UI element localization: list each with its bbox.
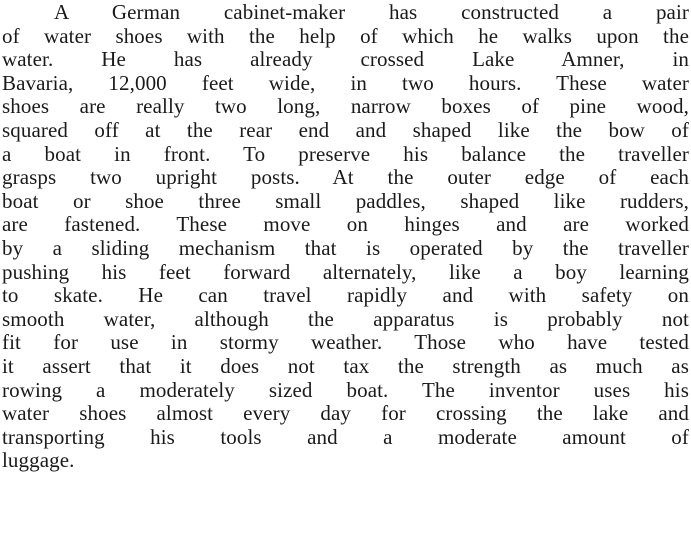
- article-line: squared off at the rear end and shaped like the bow of: [2, 117, 689, 142]
- article-line: of water shoes with the help of which he walks upon the: [2, 23, 689, 48]
- article-line: a boat in front. To preserve his balance the traveller: [2, 141, 689, 166]
- article-line: fit for use in stormy weather. Those who have tested: [2, 330, 689, 355]
- article-line: transporting his tools and a moderate amount of: [2, 424, 689, 449]
- article-line: boat or shoe three small paddles, shaped like rudders,: [2, 188, 689, 213]
- article-line: luggage.: [2, 448, 75, 473]
- article-line: it assert that it does not tax the strength as much as: [2, 353, 689, 378]
- article-line: shoes are really two long, narrow boxes of pine wood,: [2, 94, 689, 119]
- article-line: A German cabinet-maker has constructed a pair: [54, 0, 689, 24]
- article-line: water. He has already crossed Lake Amner, in: [2, 47, 689, 72]
- article-line: to skate. He can travel rapidly and with safety on: [2, 283, 689, 308]
- article-line: by a sliding mechanism that is operated by the traveller: [2, 235, 689, 260]
- article-line: smooth water, although the apparatus is probably not: [2, 306, 689, 331]
- article-line: grasps two upright posts. At the outer edge of each: [2, 165, 689, 190]
- article-paragraph: [2, 1, 689, 473]
- article-line: pushing his feet forward alternately, like a boy learning: [2, 259, 689, 284]
- article-line: are fastened. These move on hinges and are worked: [2, 212, 689, 237]
- article-line: rowing a moderately sized boat. The inventor uses his: [2, 377, 689, 402]
- article-line: water shoes almost every day for crossing the lake and: [2, 401, 689, 426]
- article-line: Bavaria, 12,000 feet wide, in two hours. These water: [2, 70, 689, 95]
